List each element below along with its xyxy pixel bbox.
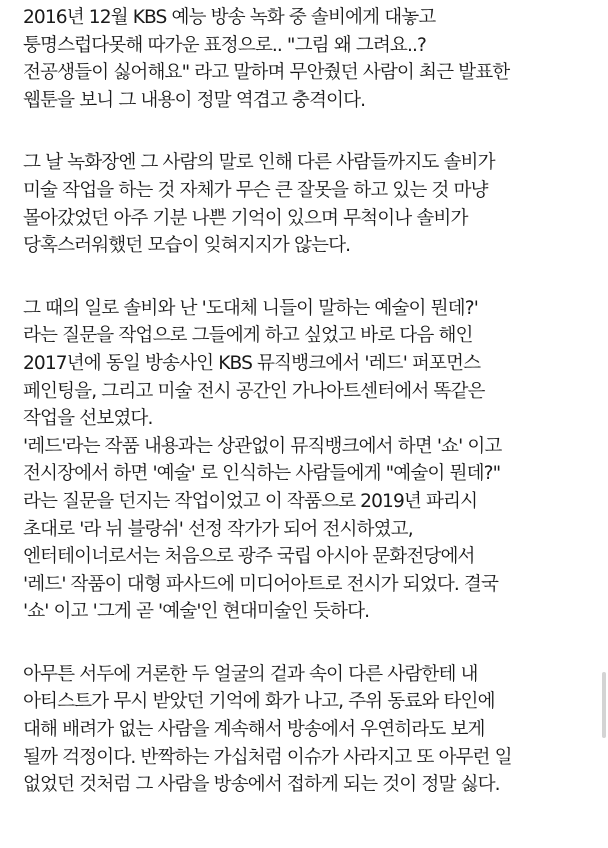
text-line: 페인팅을, 그리고 미술 전시 공간인 가나아트센터에서 똑같은 <box>23 380 485 402</box>
text-line: 2016년 12월 KBS 예능 방송 녹화 중 솔비에게 대놓고 <box>23 7 436 28</box>
text-line: 아무튼 서두에 거론한 두 얼굴의 겉과 속이 다른 사람한테 내 <box>23 663 478 685</box>
paragraph <box>23 661 598 799</box>
text-line: 작업을 선보였다. <box>23 408 153 430</box>
document-body <box>23 4 598 834</box>
text-line: 그 때의 일로 솔비와 난 '도대체 니들이 말하는 예술이 뭔데?' <box>23 297 478 319</box>
text-line: 2017년에 동일 방송사인 KBS 뮤직뱅크에서 '레드' 퍼포먼스 <box>23 352 481 374</box>
text-line: '레드'라는 작품 내용과는 상관없이 뮤직뱅크에서 하면 '쇼' 이고 <box>23 435 502 457</box>
text-line: 라는 질문을 던지는 작업이었고 이 작품으로 2019년 파리시 <box>23 490 478 512</box>
text-line: 될까 걱정이다. 반짝하는 가십처럼 이슈가 사라지고 또 아무런 일 <box>23 746 512 768</box>
text-line: 전시장에서 하면 '예술' 로 인식하는 사람들에게 "예술이 뭔데?" <box>23 463 501 485</box>
text-line: 아티스트가 무시 받았던 기억에 화가 나고, 주위 동료와 타인에 <box>23 691 495 713</box>
text-line: 퉁명스럽다못해 따가운 표정으로.. "그림 왜 그려요..? <box>23 34 426 56</box>
text-line: '레드' 작품이 대형 파사드에 미디어아트로 전시가 되었다. 결국 <box>23 573 499 595</box>
text-line: 웹툰을 보니 그 내용이 정말 역겹고 충격이다. <box>23 89 366 111</box>
scrollbar-thumb[interactable] <box>602 672 606 738</box>
text-line: 라는 질문을 작업으로 그들에게 하고 싶었고 바로 다음 해인 <box>23 325 473 347</box>
text-line: 초대로 '라 뉘 블랑쉬' 선정 작가가 되어 전시하였고, <box>23 518 413 540</box>
text-line: 몰아갔었던 아주 기분 나쁜 기억이 있으며 무척이나 솔비가 <box>23 207 468 229</box>
text-line: '쇼' 이고 '그게 곧 '예술'인 현대미술인 듯하다. <box>23 601 370 623</box>
text-line: 없었던 것처럼 그 사람을 방송에서 접하게 되는 것이 정말 싫다. <box>23 774 500 796</box>
text-line: 당혹스러워했던 모습이 잊혀지지가 않는다. <box>23 235 351 257</box>
text-line: 미술 작업을 하는 것 자체가 무슨 큰 잘못을 하고 있는 것 마냥 <box>23 179 488 201</box>
text-line: 전공생들이 싫어해요" 라고 말하며 무안줬던 사람이 최근 발표한 <box>23 62 510 84</box>
text-line: 엔터테이너로서는 처음으로 광주 국립 아시아 문화전당에서 <box>23 546 475 568</box>
text-line: 그 날 녹화장엔 그 사람의 말로 인해 다른 사람들까지도 솔비가 <box>23 152 495 174</box>
paragraph <box>23 149 598 259</box>
text-line: 대해 배려가 없는 사람을 계속해서 방송에서 우연히라도 보게 <box>23 719 485 741</box>
paragraph <box>23 295 598 626</box>
paragraph <box>23 4 598 114</box>
